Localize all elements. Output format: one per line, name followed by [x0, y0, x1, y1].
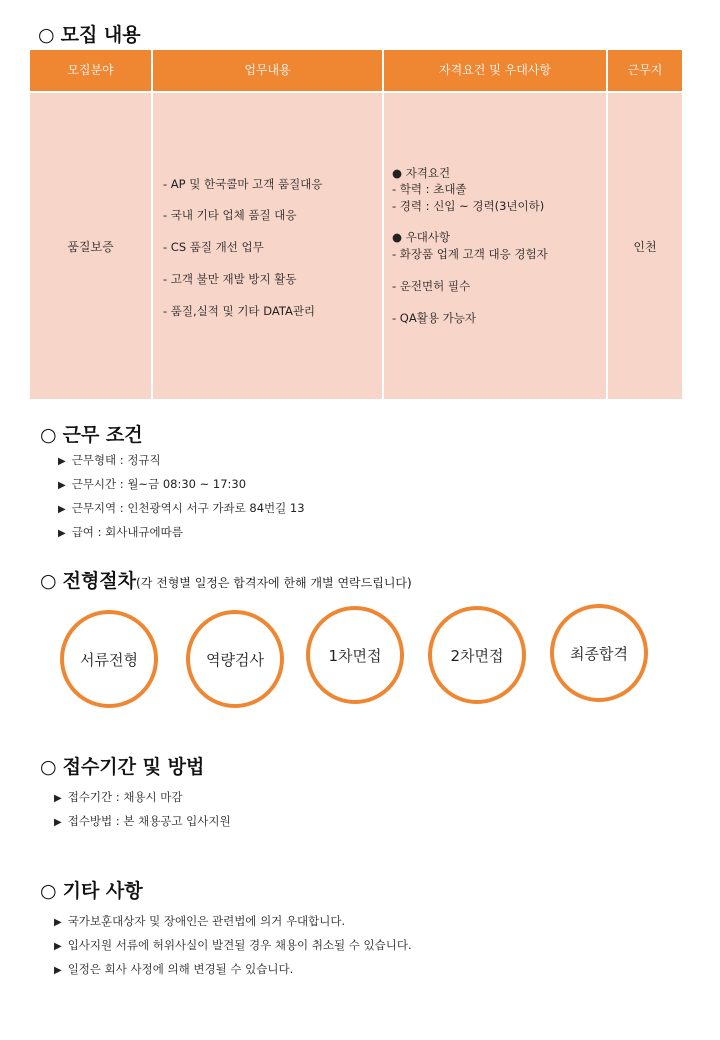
triangle-bullet-icon: ▶: [58, 480, 66, 491]
header-qualifications: 자격요건 및 우대사항: [439, 63, 551, 77]
cell-field: 품질보증: [67, 240, 114, 254]
process-note: (각 전형별 일정은 합격자에 한해 개별 연락드립니다): [136, 576, 412, 590]
duty-item: - 품질,실적 및 기타 DATA관리: [163, 304, 316, 318]
section-title-process: [40, 566, 412, 593]
circle-icon: ○: [40, 570, 57, 592]
etc-item: ▶ 국가보훈대상자 및 장애인은 관련법에 의거 우대합니다.: [54, 914, 346, 928]
preference-item: - 운전면허 필수: [392, 279, 471, 293]
requirement-item: - 학력 : 초대졸: [392, 182, 467, 196]
requirements-title: ● 자격요건: [392, 166, 451, 180]
section-title-etc: [40, 876, 143, 903]
section-title-text: 근무 조건: [62, 424, 143, 446]
section-title-recruit: [38, 20, 141, 47]
duty-item: - 고객 불만 재발 방지 활동: [163, 272, 297, 286]
triangle-bullet-icon: ▶: [54, 941, 62, 952]
circle-icon: ○: [40, 880, 57, 902]
circle-icon: ○: [40, 424, 57, 446]
circle-icon: ○: [40, 756, 57, 778]
triangle-bullet-icon: ▶: [54, 917, 62, 928]
section-title-apply: [40, 752, 204, 779]
process-step-circle: 1차면접: [306, 606, 404, 704]
etc-item: ▶ 일정은 회사 사정에 의해 변경될 수 있습니다.: [54, 962, 294, 976]
condition-item: ▶ 근무지역 : 인천광역시 서구 가좌로 84번길 13: [58, 501, 305, 515]
column-divider: [606, 50, 608, 399]
etc-item: ▶ 입사지원 서류에 허위사실이 발견될 경우 채용이 취소될 수 있습니다.: [54, 938, 412, 952]
triangle-bullet-icon: ▶: [58, 504, 66, 515]
header-duties: 업무내용: [244, 63, 291, 77]
section-title-text: 기타 사항: [62, 880, 143, 902]
cell-location: 인천: [633, 240, 657, 254]
preferences-title: ● 우대사항: [392, 230, 451, 244]
process-step-circle: 최종합격: [550, 604, 648, 702]
section-title-conditions: [40, 420, 143, 447]
process-step-circle: 2차면접: [428, 606, 526, 704]
condition-item: ▶ 근무시간 : 월~금 08:30 ~ 17:30: [58, 477, 247, 491]
apply-item: ▶ 접수기간 : 채용시 마감: [54, 790, 183, 804]
circle-icon: ○: [38, 24, 55, 46]
triangle-bullet-icon: ▶: [54, 817, 62, 828]
duty-item: - 국내 기타 업체 품질 대응: [163, 208, 297, 222]
column-divider: [382, 50, 384, 399]
table-body-row: [30, 93, 682, 399]
apply-item: ▶ 접수방법 : 본 채용공고 입사지원: [54, 814, 231, 828]
triangle-bullet-icon: ▶: [54, 793, 62, 804]
preference-item: - 화장품 업계 고객 대응 경험자: [392, 247, 548, 261]
triangle-bullet-icon: ▶: [58, 528, 66, 539]
column-divider: [151, 50, 153, 399]
process-step-circle: 역량검사: [186, 610, 284, 708]
header-location: 근무지: [627, 63, 663, 77]
table-header-row: [30, 50, 682, 91]
section-title-text: 접수기간 및 방법: [62, 756, 205, 778]
section-title-text: 모집 내용: [60, 24, 141, 46]
triangle-bullet-icon: ▶: [58, 456, 66, 467]
requirement-item: - 경력 : 신입 ~ 경력(3년이하): [392, 199, 545, 213]
section-title-text: 전형절차: [62, 570, 137, 592]
header-field: 모집분야: [67, 63, 114, 77]
duty-item: - CS 품질 개선 업무: [163, 240, 264, 254]
condition-item: ▶ 급여 : 회사내규에따름: [58, 525, 183, 539]
duty-item: - AP 및 한국콜마 고객 품질대응: [163, 177, 323, 191]
process-step-circle: 서류전형: [60, 610, 158, 708]
condition-item: ▶ 근무형태 : 정규직: [58, 453, 161, 467]
triangle-bullet-icon: ▶: [54, 965, 62, 976]
preference-item: - QA활용 가능자: [392, 311, 476, 325]
